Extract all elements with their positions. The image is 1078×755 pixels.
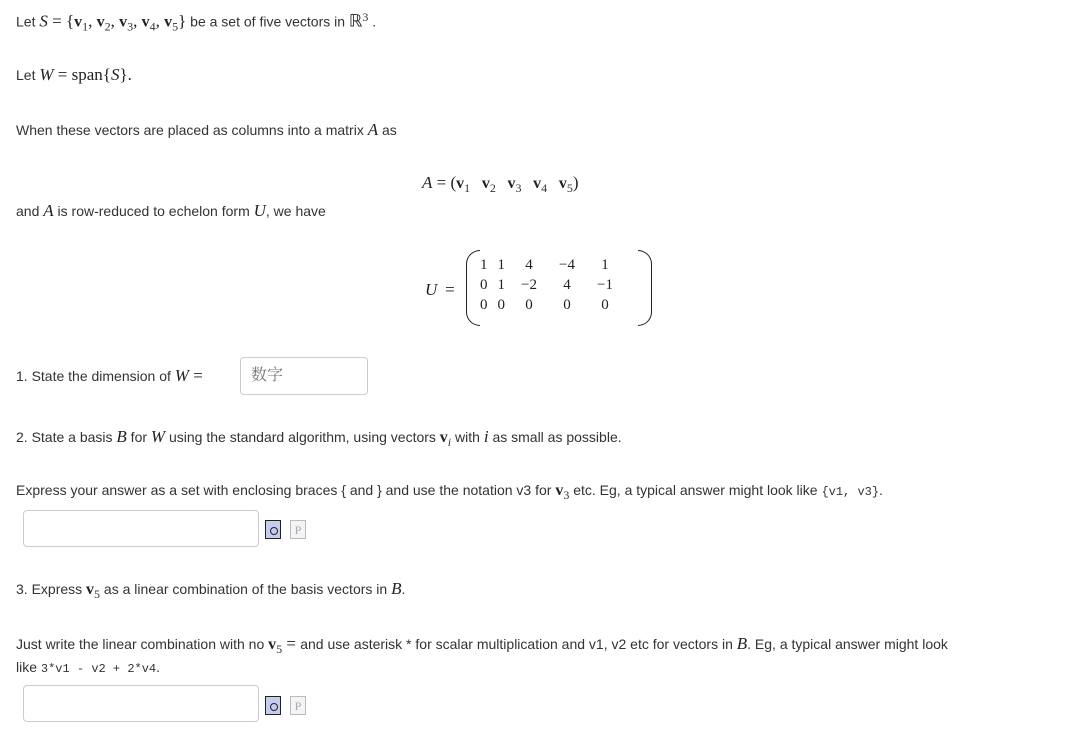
pdf-icon[interactable]: P xyxy=(290,696,306,715)
right-paren xyxy=(638,250,652,326)
linear-combination-input[interactable] xyxy=(23,685,259,722)
matrix-u: 1 1 4 −4 1 0 1 −2 4 −1 0 0 0 0 0 xyxy=(480,256,613,313)
dimension-input[interactable] xyxy=(240,357,368,395)
intro-line-4: and A is row-reduced to echelon form U, we have xyxy=(16,201,326,220)
question-3-example: like 3*v1 - v2 + 2*v4. xyxy=(16,659,161,676)
question-2-instructions: Express your answer as a set with enclosing braces { and } and use the notation v3 for $v_3$ etc. Eg, a typical answer might look like {v1, v3}. xyxy=(16,482,883,502)
question-1-label: 1. State the dimension of W = xyxy=(16,366,203,385)
preview-icon[interactable] xyxy=(265,696,281,715)
preview-icon[interactable] xyxy=(265,520,281,539)
matrix-u-label: U = xyxy=(425,280,455,299)
question-3-instructions: Just write the linear combination with no $v_5$ = and use asterisk * for scalar multiplication and v1, v2 etc for vectors in B. Eg, a typical answer might look xyxy=(16,634,948,656)
matrix-a: $A = (v_1$ $v_2$ $v_3$ $v_4$ $v_5$) xyxy=(422,173,579,195)
intro-line-1: Let $S = \{v_1$, $v_2$, $v_3$, $v_4$, $v_5$} be a set of five vectors in ℝ$^3$ . xyxy=(16,10,377,34)
pdf-icon[interactable]: P xyxy=(290,520,306,539)
basis-input[interactable] xyxy=(23,510,259,547)
question-3-label: 3. Express $v_5$ as a linear combination of the basis vectors in B. xyxy=(16,579,406,601)
intro-line-3: When these vectors are placed as columns into a matrix A as xyxy=(16,120,397,139)
intro-line-2: Let W = span{S}. xyxy=(16,65,132,84)
question-2-label: 2. State a basis B for W using the standard algorithm, using vectors $v_i$ with i as small as possible. xyxy=(16,427,622,449)
